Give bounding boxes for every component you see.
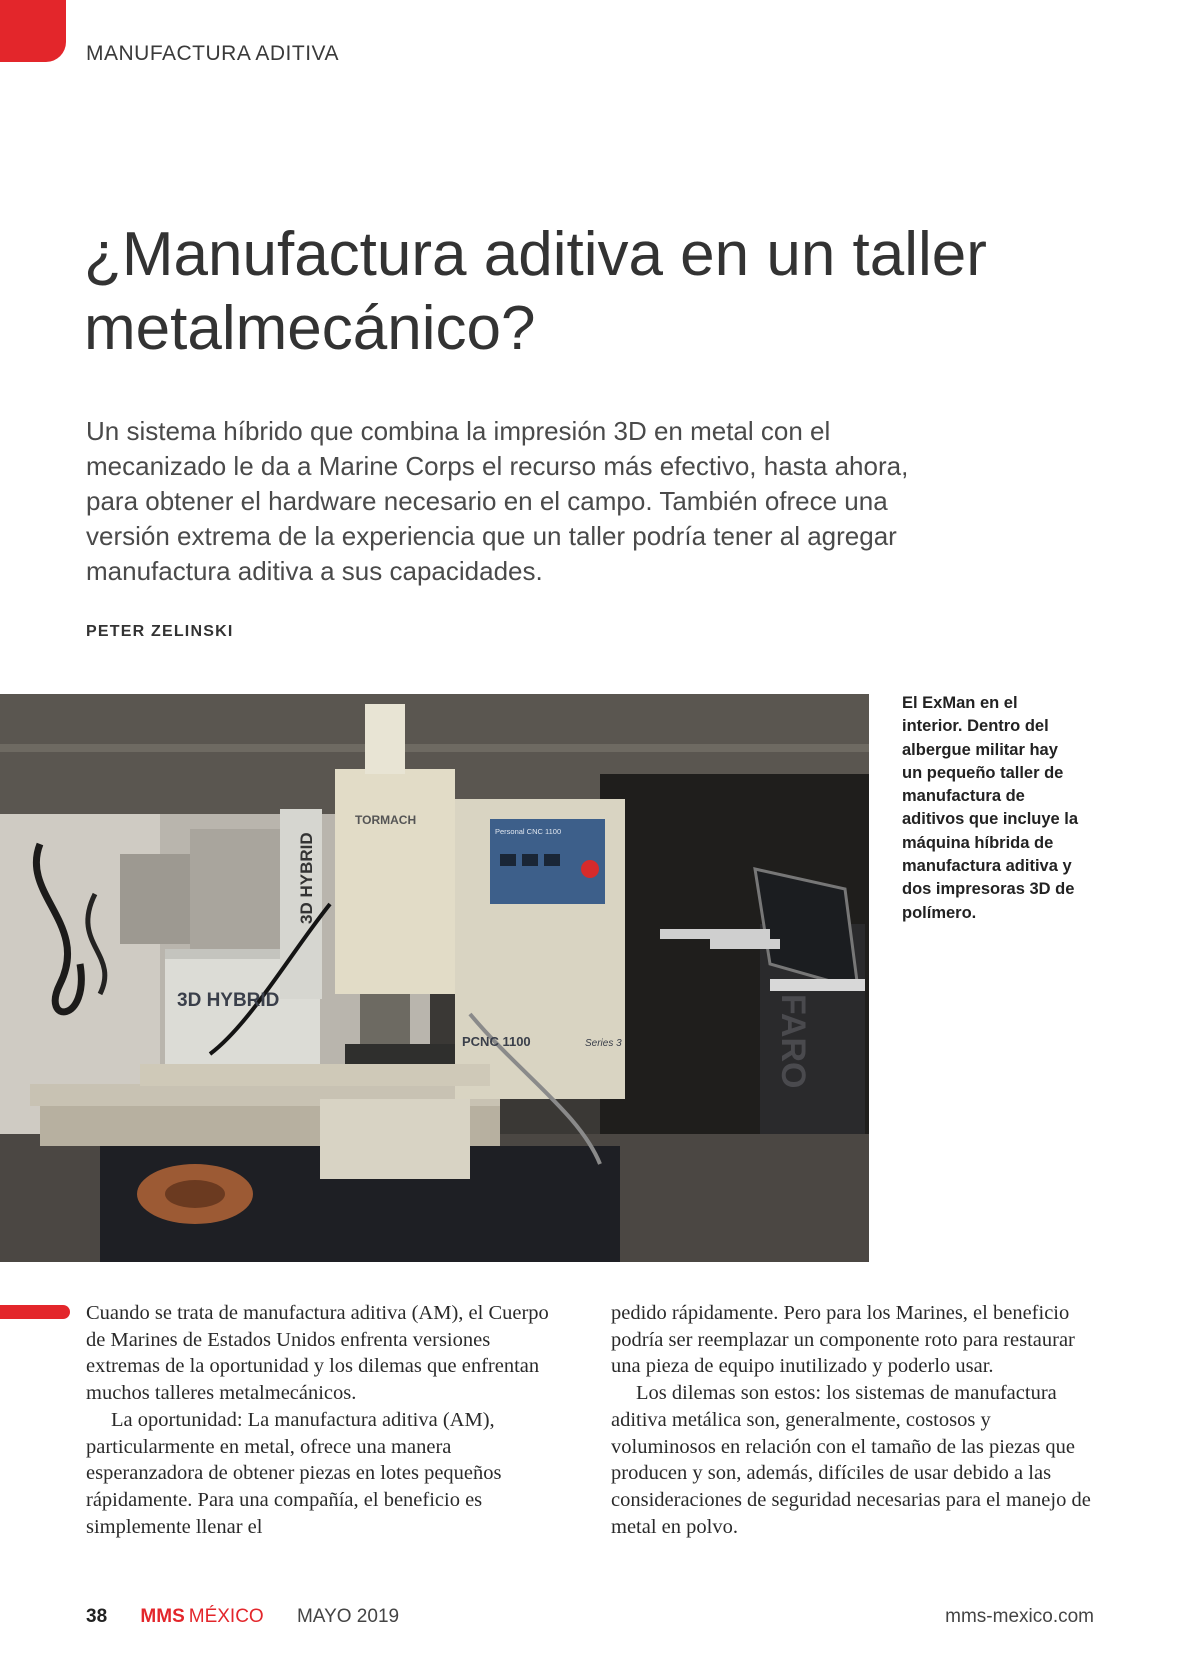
byline: PETER ZELINSKI (86, 623, 234, 640)
body-column-right (611, 1300, 1091, 1540)
paragraph: La oportunidad: La manufactura aditiva (AM), particularmente en metal, ofrece una manera esperanzadora de obtener piezas en lotes pequeños rápidamente. Para una compañía, el beneficio es simplemente llenar el (86, 1408, 502, 1538)
paragraph: Los dilemas son estos: los sistemas de manufactura aditiva metálica son, generalmente, costosos y voluminosos en relación con el tamaño de las piezas que producen y son, además, difíciles de usar debido a las consideraciones de seguridad necesarias para el manejo de metal en polvo. (611, 1382, 1091, 1538)
paragraph: Cuando se trata de manufactura aditiva (AM), el Cuerpo de Marines de Estados Unidos enfrenta versiones extremas de la oportunidad y los dilemas que enfrentan muchos talleres metalmecánicos. (86, 1302, 549, 1405)
faro-label: FARO (774, 994, 812, 1089)
hybrid-box-label: 3D HYBRID (177, 990, 280, 1011)
lead-marker (0, 1305, 70, 1319)
series-label: Series 3 (585, 1038, 622, 1049)
headline: ¿Manufactura aditiva en un taller metalmecánico? (84, 220, 987, 363)
section-color-tab (0, 0, 66, 62)
panel-label: Personal CNC 1100 (495, 827, 562, 836)
page-number: 38 (86, 1606, 108, 1627)
machine-photo (0, 694, 869, 1262)
magazine-brand-country: MÉXICO (188, 1606, 264, 1627)
section-label: MANUFACTURA ADITIVA (86, 42, 339, 65)
website-url: mms-mexico.com (945, 1606, 1094, 1627)
body-column-left (86, 1300, 566, 1540)
footer (86, 1606, 399, 1628)
issue-date: MAYO 2019 (296, 1606, 400, 1627)
photo-caption: El ExMan en el interior. Dentro del albergue militar hay un pequeño taller de manufactura de aditivos que incluye la máquina híbrida de manufactura aditiva y dos impresoras 3D de polímero. (902, 694, 1079, 922)
pcnc-label: PCNC 1100 (462, 1034, 531, 1049)
hybrid-vertical-label: 3D HYBRID (297, 832, 316, 924)
deck-summary: Un sistema híbrido que combina la impresión 3D en metal con el mecanizado le da a Marine Corps el recurso más efectivo, hasta ahora, para obtener el hardware necesario en el campo. También ofrece una versión extrema de la experiencia que un taller podría tener al agregar manufactura aditiva a sus capacidades. (86, 416, 909, 586)
paragraph: pedido rápidamente. Pero para los Marines, el beneficio podría ser reemplazar un componente roto para restaurar una pieza de equipo inutilizado y poderlo usar. (611, 1302, 1075, 1378)
magazine-brand: MMS (140, 1606, 185, 1627)
tormach-label: TORMACH (355, 813, 417, 827)
